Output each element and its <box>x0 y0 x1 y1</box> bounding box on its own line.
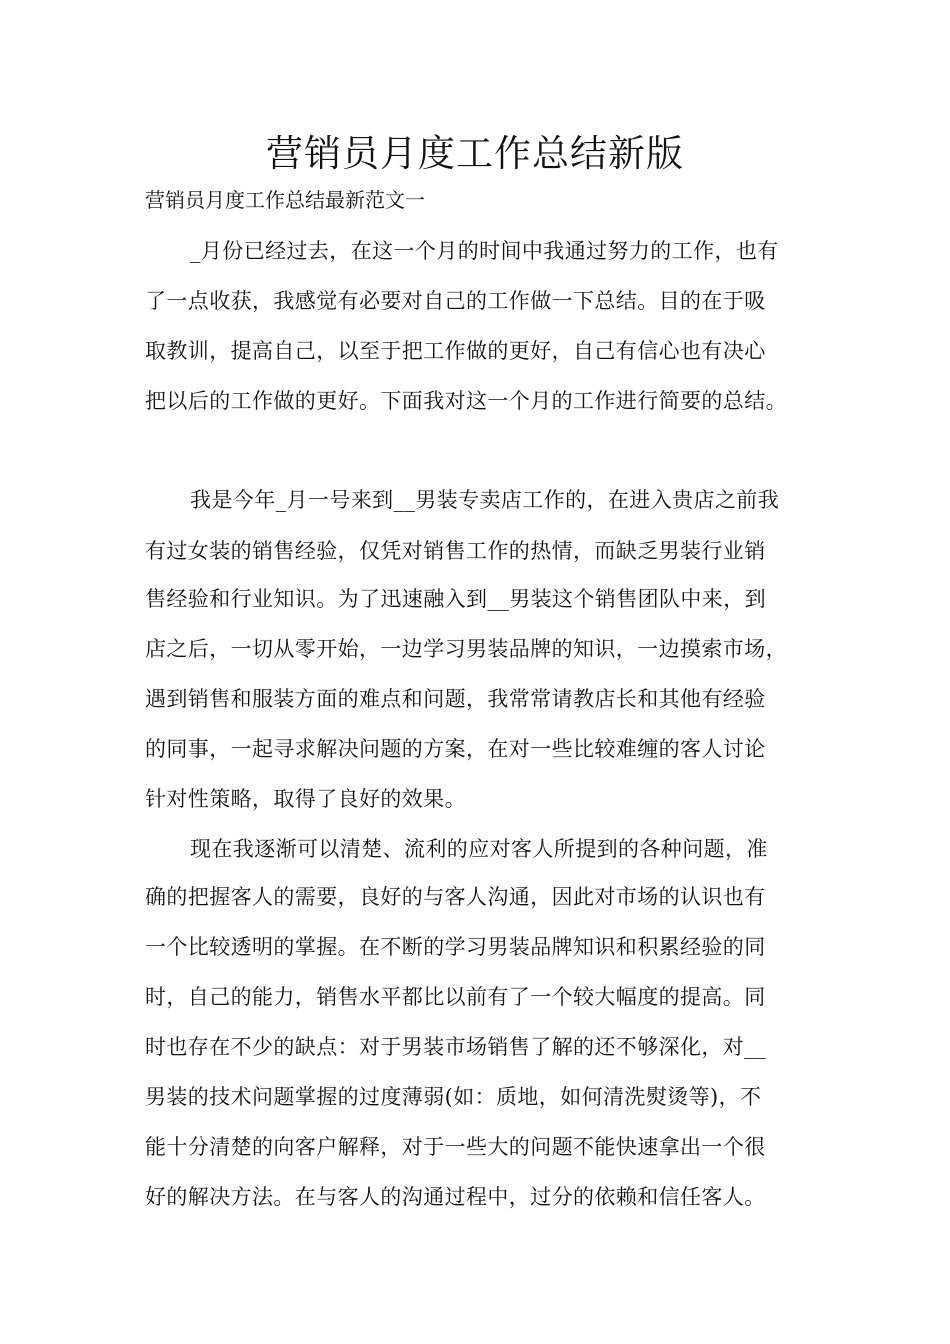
text-line: 遇到销售和服装方面的难点和问题，我常常请教店长和其他有经验 <box>145 687 766 711</box>
text-line: 好的解决方法。在与客人的沟通过程中，过分的依赖和信任客人。 <box>145 1185 766 1209</box>
text-line: 确的把握客人的需要，良好的与客人沟通，因此对市场的认识也有 <box>145 885 766 909</box>
text-line: 现在我逐渐可以清楚、流利的应对客人所提到的各种问题，准 <box>190 837 768 861</box>
text-line: 我是今年_月一号来到__男装专卖店工作的，在进入贵店之前我 <box>190 488 780 512</box>
text-line: 的同事，一起寻求解决问题的方案，在对一些比较难缠的客人讨论 <box>145 737 766 761</box>
text-line: 店之后，一切从零开始，一边学习男装品牌的知识，一边摸索市场， <box>145 637 787 661</box>
text-line: 能十分清楚的向客户解释，对于一些大的问题不能快速拿出一个很 <box>145 1135 766 1159</box>
text-line: 时，自己的能力，销售水平都比以前有了一个较大幅度的提高。同 <box>145 985 766 1009</box>
document-subtitle: 营销员月度工作总结最新范文一 <box>145 188 425 212</box>
text-line: 时也存在不少的缺点：对于男装市场销售了解的还不够深化，对__ <box>145 1035 766 1059</box>
text-line: _月份已经过去，在这一个月的时间中我通过努力的工作，也有 <box>190 239 779 263</box>
text-line: 有过女装的销售经验，仅凭对销售工作的热情，而缺乏男装行业销 <box>145 539 766 563</box>
text-line: 把以后的工作做的更好。下面我对这一个月的工作进行简要的总结。 <box>145 389 787 413</box>
text-line: 取教训，提高自己，以至于把工作做的更好，自己有信心也有决心 <box>145 339 766 363</box>
text-line: 了一点收获，我感觉有必要对自己的工作做一下总结。目的在于吸 <box>145 289 766 313</box>
text-line: 售经验和行业知识。为了迅速融入到__男装这个销售团队中来，到 <box>145 587 766 611</box>
text-line: 一个比较透明的掌握。在不断的学习男装品牌知识和积累经验的同 <box>145 935 766 959</box>
text-line: 男装的技术问题掌握的过度薄弱(如：质地，如何清洗熨烫等)，不 <box>145 1085 762 1109</box>
document-title: 营销员月度工作总结新版 <box>266 132 684 175</box>
text-line: 针对性策略，取得了良好的效果。 <box>145 787 466 811</box>
